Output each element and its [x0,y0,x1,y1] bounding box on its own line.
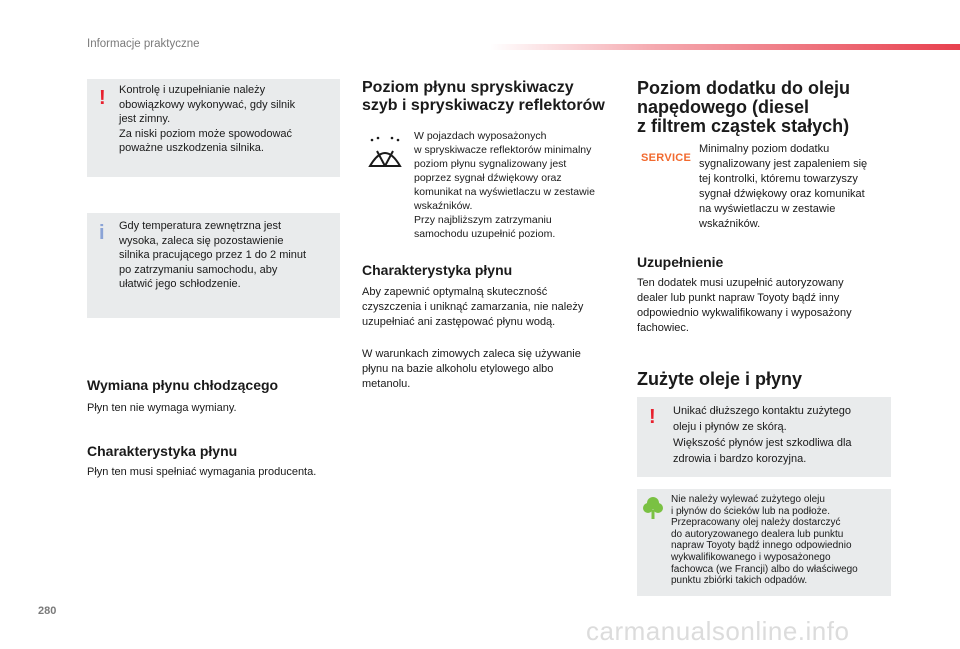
washer-spec-heading: Charakterystyka płynu [362,262,513,278]
washer-intro-line: poziom płynu sygnalizowany jest [414,158,567,170]
washer-spec-line: uzupełniać ani zastępować płynu wodą. [362,316,556,328]
page-number: 280 [38,605,57,617]
washer-intro-line: Przy najbliższym zatrzymaniu [414,214,552,226]
used-oils-warning-line: Unikać dłuższego kontaktu zużytego [673,405,851,417]
info-icon: i [99,222,105,244]
used-oils-warning-line: zdrowia i bardzo korozyjna. [673,453,807,465]
washer-intro-line: w spryskiwacze reflektorów minimalny [414,144,592,156]
info-box-temperature [87,213,340,318]
used-oils-heading: Zużyte oleje i płyny [637,369,803,389]
eco-line: i płynów do ścieków lub na podłoże. [671,505,830,517]
eco-line: napraw Toyoty bądź innego odpowiednio [671,540,852,552]
eco-line: Nie należy wylewać zużytego oleju [671,494,825,505]
washer-intro-line: poprzez sygnał dźwiękowy oraz [414,172,562,184]
windscreen-washer-icon [366,136,404,174]
warning-exclamation-icon: ! [99,87,106,109]
coolant-change-heading: Wymiana płynu chłodzącego [87,377,279,393]
washer-intro-line: W pojazdach wyposażonych [414,130,547,142]
info-line: ułatwić jego schłodzenie. [119,278,241,290]
warning-exclamation-icon: ! [649,406,656,428]
info-line: Gdy temperatura zewnętrzna jest [119,220,282,232]
warning-box-engine [87,79,340,177]
additive-section-title: Poziom dodatku do oleju [637,78,850,98]
info-line: silnika pracującego przez 1 do 2 minut [119,249,307,261]
coolant-spec-heading: Charakterystyka płynu [87,443,238,459]
washer-spec-line: Aby zapewnić optymalną skuteczność [362,286,548,298]
additive-section-title: napędowego (diesel [637,97,810,117]
eco-line: do autoryzowanego dealera lub punktu [671,528,844,540]
coolant-spec-text: Płyn ten musi spełniać wymagania producenta. [87,466,317,478]
additive-section-title: z filtrem cząstek stałych) [637,116,850,136]
refill-line: Ten dodatek musi uzupełnić autoryzowany [637,277,844,289]
eco-line: fachowca (we Francji) albo do właściwego [671,563,858,575]
coolant-change-text: Płyn ten nie wymaga wymiany. [87,402,237,414]
warning-line: poważne uszkodzenia silnika. [119,142,264,154]
service-line: na wyświetlaczu w zestawie [699,203,836,215]
service-line: sygnalizowany jest zapaleniem się [699,158,868,170]
washer-intro-line: wskaźników. [414,200,473,212]
info-line: wysoka, zaleca się pozostawienie [119,234,284,247]
refill-heading: Uzupełnienie [637,254,724,270]
washer-section-title: szyb i spryskiwaczy reflektorów [362,97,605,114]
page-header-title: Informacje praktyczne [87,38,200,50]
warning-line: Kontrolę i uzupełnianie należy [119,84,266,96]
eco-line: punktu zbiórki takich odpadów. [671,575,808,587]
warning-line: Za niski poziom może spowodować [119,127,293,140]
service-line: Minimalny poziom dodatku [699,143,830,155]
warning-line: jest zimny. [119,113,171,125]
eco-line: wykwalifikowanego i wyposażonego [671,551,831,563]
washer-intro-line: samochodu uzupełnić poziom. [414,228,556,240]
service-line: tej kontrolki, któremu towarzyszy [699,173,858,185]
eco-line: Przepracowany olej należy dostarczyć [671,517,841,529]
watermark: carmanualsonline.info [586,616,850,646]
service-warning-icon: SERVICE [641,152,692,164]
used-oils-warning-line: oleju i płynów ze skórą. [673,421,787,433]
service-line: wskaźników. [699,218,761,230]
refill-line: odpowiednio wykwalifikowany i wyposażony [637,307,852,319]
washer-winter-line: płynu na bazie alkoholu etylowego albo [362,363,554,375]
service-line: sygnał dźwiękowy oraz komunikat [699,188,865,200]
tree-eco-icon [643,496,663,520]
washer-section-title: Poziom płynu spryskiwaczy [362,79,574,96]
refill-line: dealer lub punkt napraw Toyoty bądź inny [637,292,840,304]
warning-box-used-oils [637,397,891,477]
warning-line: obowiązkowy wykonywać, gdy silnik [119,98,296,111]
washer-spec-line: czyszczenia i uniknąć zamarzania, nie należy [362,301,584,313]
header-gradient-bar [490,44,960,50]
washer-intro-line: komunikat na wyświetlaczu w zestawie [414,186,595,198]
used-oils-warning-line: Większość płynów jest szkodliwa dla [673,437,852,449]
washer-winter-line: metanolu. [362,378,411,390]
info-line: po zatrzymaniu samochodu, aby [119,263,278,276]
refill-line: fachowiec. [637,322,689,334]
washer-winter-line: W warunkach zimowych zaleca się używanie [362,348,581,360]
